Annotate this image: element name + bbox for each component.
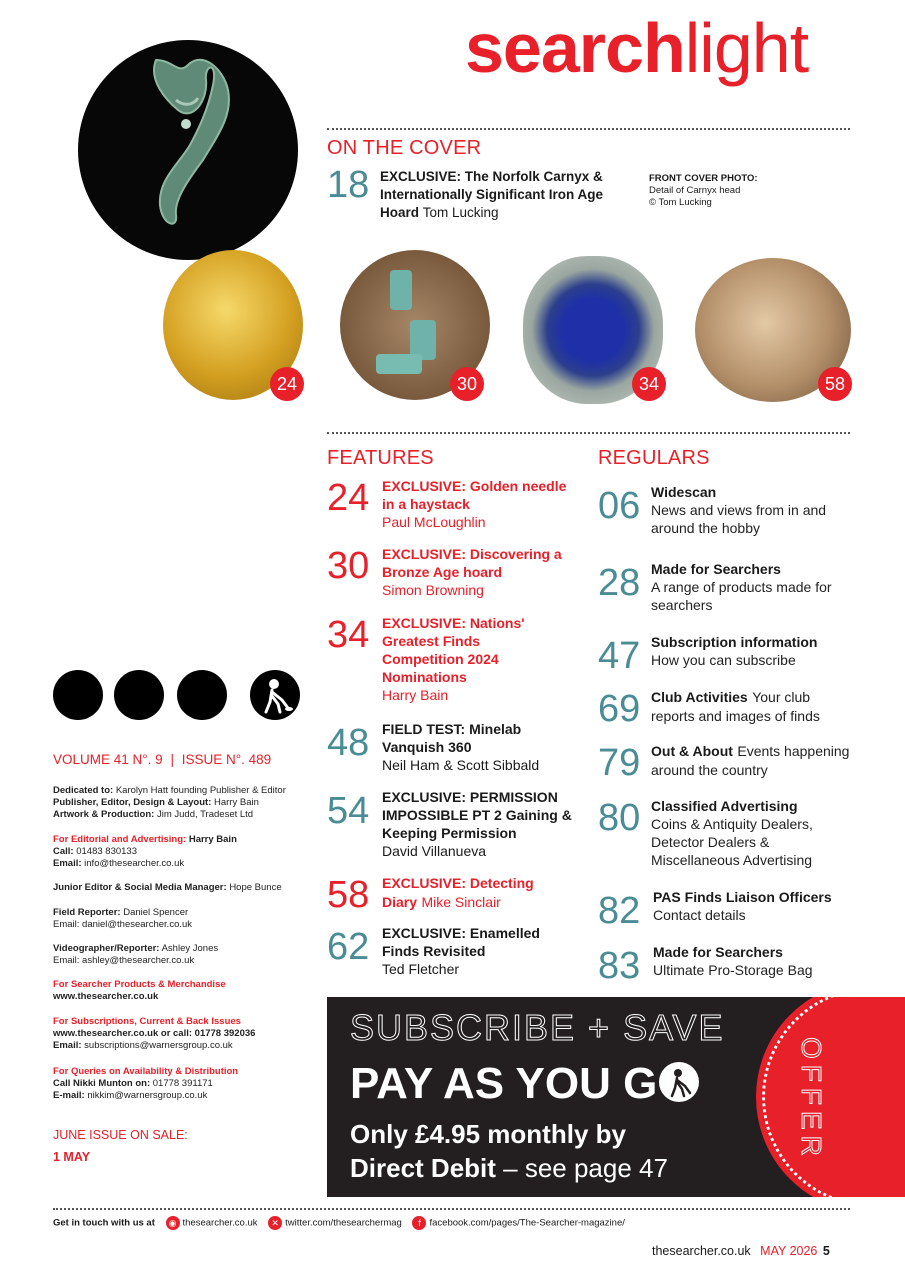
email-label: Email: xyxy=(53,858,82,869)
cover-story-title: EXCLUSIVE: The Norfolk Carnyx & Internationally Significant Iron Age Hoard xyxy=(380,169,604,220)
divider-bottom xyxy=(53,1208,850,1210)
go-detector-icon xyxy=(659,1062,699,1102)
decor-circle xyxy=(114,670,164,720)
feature-item[interactable] xyxy=(327,545,577,599)
footer-facebook[interactable]: facebook.com/pages/The-Searcher-magazine/ xyxy=(429,1217,625,1229)
regular-title: PAS Finds Liaison Officers xyxy=(653,889,832,905)
regular-item[interactable] xyxy=(598,888,858,932)
photo-desc: Detail of Carnyx head xyxy=(649,185,741,196)
queries-email[interactable]: nikkim@warnersgroup.co.uk xyxy=(87,1090,208,1101)
editorial-block xyxy=(53,834,323,870)
regular-number: 79 xyxy=(598,742,641,784)
regular-title: Club Activities xyxy=(651,689,748,705)
masthead-bold: search xyxy=(465,9,685,87)
products-url[interactable]: www.thesearcher.co.uk xyxy=(53,991,159,1002)
divider-mid xyxy=(327,432,850,434)
regular-number: 83 xyxy=(598,945,641,987)
artwork-label: Artwork & Production: xyxy=(53,809,155,820)
regular-number: 28 xyxy=(598,562,641,604)
queries-email-label: E-mail: xyxy=(53,1090,85,1101)
regular-desc: A range of products made for searchers xyxy=(651,579,832,613)
regular-number: 06 xyxy=(598,485,641,527)
regular-item[interactable] xyxy=(598,797,858,869)
feature-item[interactable] xyxy=(327,614,577,704)
products-block xyxy=(53,979,323,1003)
regular-desc: Your club reports and images of finds xyxy=(651,689,820,724)
regular-item[interactable] xyxy=(598,943,858,987)
promo-line2 xyxy=(350,1153,668,1184)
artwork-value: Jim Judd, Tradeset Ltd xyxy=(156,809,254,820)
regulars-section-title: REGULARS xyxy=(598,447,710,469)
detectorist-logo-icon xyxy=(250,670,300,720)
features-section-title: FEATURES xyxy=(327,447,434,469)
promo-line2-bold: Direct Debit xyxy=(350,1153,496,1183)
feature-item[interactable] xyxy=(327,924,577,978)
editorial-label: For Editorial and Advertising: xyxy=(53,834,187,845)
regular-title: Made for Searchers xyxy=(651,561,781,577)
feature-title: EXCLUSIVE: Detecting Diary xyxy=(382,875,534,910)
feature-number: 48 xyxy=(327,722,370,764)
feature-title: EXCLUSIVE: Golden needle in a haystack xyxy=(382,478,567,512)
subscriptions-block xyxy=(53,1016,323,1052)
feature-author: Ted Fletcher xyxy=(382,961,460,977)
junior-editor xyxy=(53,882,323,894)
feature-item[interactable] xyxy=(327,788,577,860)
promo-headline: SUBSCRIBE + SAVE xyxy=(350,1007,725,1048)
field-reporter xyxy=(53,907,323,931)
footer-contacts xyxy=(53,1216,625,1230)
junior-value: Hope Bunce xyxy=(229,882,282,893)
regular-desc: How you can subscribe xyxy=(651,652,796,668)
regular-item[interactable] xyxy=(598,742,858,784)
divider-top xyxy=(327,128,850,130)
twitter-icon: ✕ xyxy=(268,1216,282,1230)
products-label: For Searcher Products & Merchandise xyxy=(53,979,226,990)
feature-number: 58 xyxy=(327,874,370,916)
cover-story[interactable] xyxy=(380,168,625,222)
feature-author: Neil Ham & Scott Sibbald xyxy=(382,757,540,773)
regular-desc: Ultimate Pro-Storage Bag xyxy=(653,962,813,978)
dedicated-label: Dedicated to: xyxy=(53,785,114,796)
regular-title: Made for Searchers xyxy=(653,944,783,960)
carnyx-head-icon xyxy=(78,40,298,260)
regular-title: Subscription information xyxy=(651,634,818,650)
field-value: Daniel Spencer xyxy=(123,907,189,918)
offer-badge xyxy=(762,997,905,1197)
feature-item[interactable] xyxy=(327,477,577,531)
email-value[interactable]: info@thesearcher.co.uk xyxy=(84,858,185,869)
cover-image xyxy=(78,40,298,260)
feature-author: Harry Bain xyxy=(382,687,449,703)
subs-email[interactable]: subscriptions@warnersgroup.co.uk xyxy=(84,1040,233,1051)
publisher-label: Publisher, Editor, Design & Layout: xyxy=(53,797,212,808)
feature-number: 34 xyxy=(327,614,370,656)
regular-desc: News and views from in and around the hobby xyxy=(651,502,827,536)
field-email[interactable]: Email: daniel@thesearcher.co.uk xyxy=(53,919,193,930)
issue-label: ISSUE N°. 489 xyxy=(181,752,272,767)
subs-label: For Subscriptions, Current & Back Issues xyxy=(53,1016,241,1027)
volume-label: VOLUME 41 N°. 9 xyxy=(53,752,163,767)
feature-title: EXCLUSIVE: PERMISSION IMPOSSIBLE PT 2 Gaining & Keeping Permission xyxy=(382,789,572,841)
footer-twitter[interactable]: twitter.com/thesearchermag xyxy=(285,1217,402,1229)
cover-page-number: 18 xyxy=(327,164,370,206)
folio-site: thesearcher.co.uk xyxy=(652,1244,751,1258)
dedicated-value: Karolyn Hatt founding Publisher & Editor xyxy=(115,785,286,796)
regular-item[interactable] xyxy=(598,633,858,677)
thumb-badge-24: 24 xyxy=(270,367,304,401)
promo-line1: Only £4.95 monthly by xyxy=(350,1119,626,1149)
feature-title: EXCLUSIVE: Enamelled Finds Revisited xyxy=(382,925,540,959)
regular-item[interactable] xyxy=(598,483,858,537)
thumb-badge-58: 58 xyxy=(818,367,852,401)
regular-number: 47 xyxy=(598,635,641,677)
promo-big-text: PAY AS YOU G xyxy=(350,1059,658,1108)
queries-block xyxy=(53,1066,323,1102)
junior-label: Junior Editor & Social Media Manager: xyxy=(53,882,227,893)
feature-author: Simon Browning xyxy=(382,582,484,598)
regular-title: Out & About xyxy=(651,743,733,759)
thumb-badge-34: 34 xyxy=(632,367,666,401)
feature-number: 62 xyxy=(327,926,370,968)
on-sale-label: JUNE ISSUE ON SALE: xyxy=(53,1128,188,1142)
regular-desc: Events happening around the country xyxy=(651,743,850,778)
regular-number: 82 xyxy=(598,890,641,932)
folio-page: 5 xyxy=(822,1244,830,1258)
regular-title: Classified Advertising xyxy=(651,798,798,814)
editorial-value: Harry Bain xyxy=(188,834,237,845)
regular-item[interactable] xyxy=(598,688,858,730)
feature-title: EXCLUSIVE: Nations' Greatest Finds Competition 2024 Nominations xyxy=(382,615,525,685)
feature-number: 24 xyxy=(327,477,370,519)
footer-website[interactable]: thesearcher.co.uk xyxy=(182,1217,258,1229)
regular-item[interactable] xyxy=(598,560,858,614)
on-sale-date: 1 MAY xyxy=(53,1150,91,1164)
facebook-icon: f xyxy=(412,1216,426,1230)
masthead-light: light xyxy=(684,9,809,87)
front-cover-photo-credit xyxy=(649,173,829,209)
regular-desc: Coins & Antiquity Dealers, Detector Dealers & Miscellaneous Advertising xyxy=(651,816,813,868)
feature-number: 54 xyxy=(327,790,370,832)
promo-banner[interactable] xyxy=(327,997,905,1197)
regular-number: 69 xyxy=(598,688,641,730)
offer-text: OFFER xyxy=(796,1037,827,1162)
feature-title: EXCLUSIVE: Discovering a Bronze Age hoard xyxy=(382,546,562,580)
feature-number: 30 xyxy=(327,545,370,587)
call-label: Call: xyxy=(53,846,74,857)
folio xyxy=(652,1244,830,1258)
call-value[interactable]: 01483 830133 xyxy=(76,846,137,857)
searcher-icon: ◉ xyxy=(166,1216,180,1230)
thumb-badge-30: 30 xyxy=(450,367,484,401)
masthead xyxy=(465,8,808,88)
feature-title: FIELD TEST: Minelab Vanquish 360 xyxy=(382,721,522,755)
volume-issue: VOLUME 41 N°. 9 | ISSUE N°. 489 xyxy=(53,752,272,767)
credits-block xyxy=(53,785,323,821)
promo-line2-rest: – see page 47 xyxy=(495,1153,668,1183)
regular-number: 80 xyxy=(598,797,641,839)
queries-call: Call Nikki Munton on: xyxy=(53,1078,151,1089)
video-label: Videographer/Reporter: xyxy=(53,943,160,954)
video-email[interactable]: Email: ashley@thesearcher.co.uk xyxy=(53,955,195,966)
promo-big xyxy=(350,1059,699,1109)
videographer xyxy=(53,943,323,967)
regular-desc: Contact details xyxy=(653,907,746,923)
field-label: Field Reporter: xyxy=(53,907,121,918)
get-in-touch: Get in touch with us at xyxy=(53,1217,155,1229)
feature-author: Mike Sinclair xyxy=(421,894,501,910)
subs-email-label: Email: xyxy=(53,1040,82,1051)
cover-story-author: Tom Lucking xyxy=(422,205,499,220)
video-value: Ashley Jones xyxy=(161,943,219,954)
cover-section-title: ON THE COVER xyxy=(327,137,482,159)
regular-title: Widescan xyxy=(651,484,717,500)
feature-author: Paul McLoughlin xyxy=(382,514,486,530)
publisher-value: Harry Bain xyxy=(214,797,259,808)
photo-credit: © Tom Lucking xyxy=(649,197,712,208)
queries-label: For Queries on Availability & Distribution xyxy=(53,1066,239,1077)
folio-date: MAY 2026 xyxy=(760,1244,818,1258)
subs-value[interactable]: www.thesearcher.co.uk or call: 01778 392036 xyxy=(53,1028,256,1039)
photo-label: FRONT COVER PHOTO: xyxy=(649,173,758,184)
decor-circle xyxy=(53,670,103,720)
feature-item[interactable] xyxy=(327,720,577,774)
queries-phone[interactable]: 01778 391171 xyxy=(152,1078,213,1089)
feature-author: David Villanueva xyxy=(382,843,487,859)
decor-circle xyxy=(177,670,227,720)
feature-item[interactable] xyxy=(327,874,577,916)
